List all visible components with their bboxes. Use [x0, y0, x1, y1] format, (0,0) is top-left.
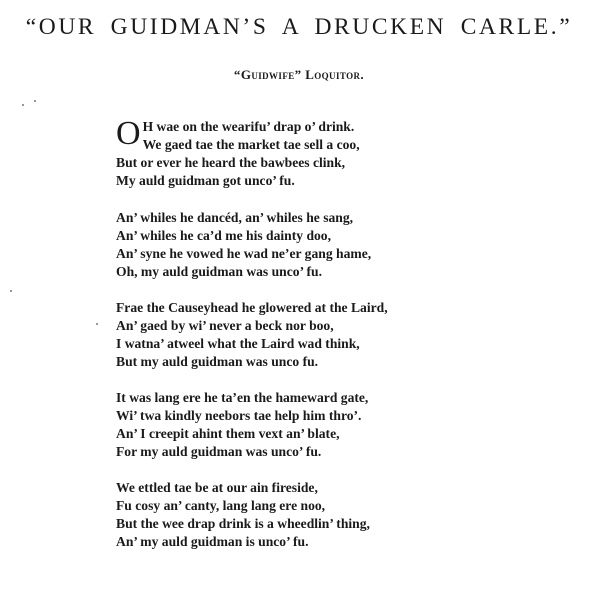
stanza-3: [116, 299, 576, 371]
poem-line: But or ever he heard the bawbees clink,: [116, 155, 346, 170]
poem-subtitle: “Guidwife” Loquitor.: [233, 67, 365, 82]
drop-cap-letter: O: [116, 115, 141, 152]
poem-title: “OUR GUIDMAN’S A DRUCKEN CARLE.”: [25, 14, 573, 40]
poem-line: But the wee drap drink is a wheedlin’ thing,: [116, 516, 370, 531]
poem-line: I watna’ atweel what the Laird wad think,: [116, 336, 360, 351]
poem-line: Oh, my auld guidman was unco’ fu.: [116, 264, 322, 279]
poem-line: We gaed tae the market tae sell a coo,: [142, 137, 360, 152]
stanza-4: [116, 389, 576, 461]
stanza-2: [116, 209, 576, 281]
page-speck: [10, 290, 12, 292]
poem-line: An’ whiles he ca’d me his dainty doo,: [116, 228, 332, 243]
poem-line: We ettled tae be at our ain fireside,: [116, 480, 318, 495]
poem-line: An’ I creepit ahint them vext an’ blate,: [116, 426, 340, 441]
poem-line: Wi’ twa kindly neebors tae help him thro’.: [116, 408, 362, 423]
poem-line: My auld guidman got unco’ fu.: [116, 173, 295, 188]
poem-line: Fu cosy an’ canty, lang lang ere noo,: [116, 498, 326, 513]
poem-line: It was lang ere he ta’en the hameward gate,: [116, 390, 369, 405]
poem-line: An’ syne he vowed he wad ne’er gang hame,: [116, 246, 372, 261]
poem-line: But my auld guidman was unco fu.: [116, 354, 319, 369]
poem-line: For my auld guidman was unco’ fu.: [116, 444, 322, 459]
poem-line: An’ whiles he dancéd, an’ whiles he sang,: [116, 210, 354, 225]
page-speck: [34, 100, 36, 102]
poem-body: [116, 115, 576, 569]
page-speck: [22, 104, 24, 106]
poem-line: An’ gaed by wi’ never a beck nor boo,: [116, 318, 334, 333]
stanza-1: [116, 115, 576, 190]
poem-line: H wae on the wearifu’ drap o’ drink.: [142, 119, 355, 134]
stanza-5: [116, 479, 576, 551]
poem-line: Frae the Causeyhead he glowered at the Laird,: [116, 300, 388, 315]
page-speck: [96, 323, 98, 325]
poem-line: An’ my auld guidman is unco’ fu.: [116, 534, 309, 549]
